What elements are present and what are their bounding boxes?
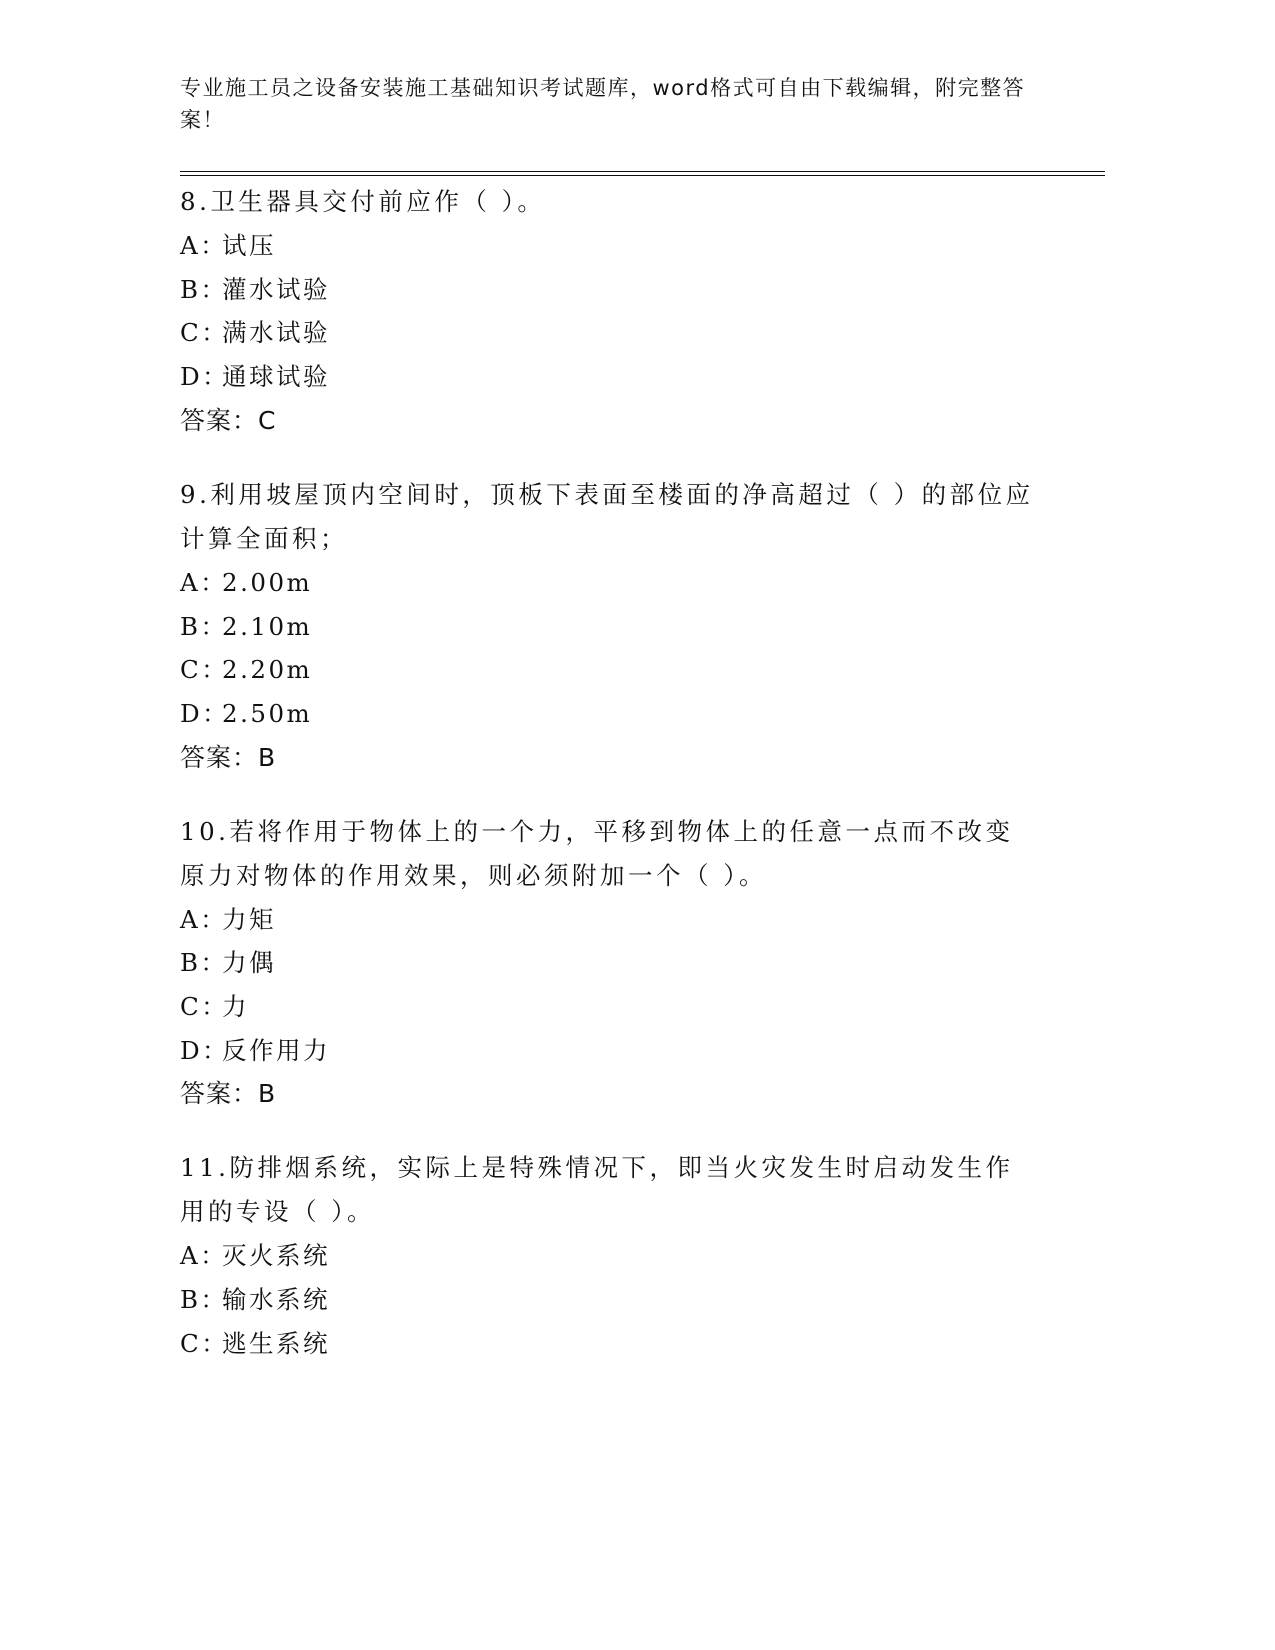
option-text: 反作用力: [222, 1035, 330, 1065]
option-text: 满水试验: [222, 318, 330, 348]
option-text: 通球试验: [222, 362, 330, 392]
option-text: 输水系统: [222, 1285, 330, 1315]
answer-line: 答案：B: [180, 742, 277, 772]
option-label: B：: [180, 1285, 228, 1315]
option-a: [180, 1234, 1040, 1278]
option-label: A：: [180, 231, 228, 260]
option-b: [180, 605, 1040, 649]
option-c: [180, 1322, 1040, 1366]
option-c: [180, 648, 1040, 692]
question-9: [180, 473, 1040, 780]
option-text: 灭火系统: [222, 1241, 330, 1271]
answer-line: 答案：C: [180, 405, 277, 435]
option-text: 2.20m: [222, 655, 313, 685]
option-a: [180, 898, 1040, 942]
option-text: 灌水试验: [222, 274, 330, 304]
header-rule-top: [180, 171, 1105, 172]
option-text: 力矩: [222, 904, 276, 934]
option-label: A：: [180, 904, 228, 934]
option-a: [180, 561, 1040, 605]
option-label: B：: [180, 948, 228, 978]
option-c: [180, 311, 1040, 355]
question-text: 11.防排烟系统，实际上是特殊情况下，即当火灾发生时启动发生作用的专设（ ）。: [180, 1153, 1014, 1227]
option-a: [180, 224, 1040, 268]
header-rule-bottom: [180, 175, 1105, 176]
option-label: C：: [180, 655, 229, 685]
option-label: A：: [180, 567, 228, 597]
option-label: B：: [180, 274, 228, 304]
option-text: 试压: [222, 231, 276, 260]
question-11: [180, 1146, 1040, 1365]
option-d: [180, 692, 1040, 736]
option-text: 力: [222, 992, 249, 1022]
question-10: [180, 810, 1040, 1117]
document-header: 专业施工员之设备安装施工基础知识考试题库，word格式可自由下载编辑，附完整答案！: [180, 76, 1026, 132]
option-c: [180, 985, 1040, 1029]
option-d: [180, 355, 1040, 399]
option-d: [180, 1029, 1040, 1073]
question-text: 9.利用坡屋顶内空间时，顶板下表面至楼面的净高超过（ ）的部位应计算全面积；: [180, 479, 1034, 553]
question-8: [180, 180, 1040, 443]
option-b: [180, 268, 1040, 312]
option-text: 2.50m: [222, 698, 313, 728]
question-text: 10.若将作用于物体上的一个力，平移到物体上的任意一点而不改变原力对物体的作用效果，则必须附加一个（ ）。: [180, 816, 1014, 890]
question-list: [180, 180, 1040, 1396]
option-text: 逃生系统: [222, 1328, 330, 1358]
option-text: 力偶: [222, 948, 276, 978]
answer-line: 答案：B: [180, 1079, 277, 1109]
option-label: A：: [180, 1241, 228, 1271]
option-label: C：: [180, 318, 229, 348]
option-text: 2.00m: [222, 567, 313, 597]
option-b: [180, 941, 1040, 985]
option-label: C：: [180, 1328, 229, 1358]
option-text: 2.10m: [222, 611, 313, 641]
option-b: [180, 1278, 1040, 1322]
option-label: D：: [180, 362, 230, 392]
option-label: C：: [180, 992, 229, 1022]
option-label: D：: [180, 1035, 230, 1065]
question-text: 8.卫生器具交付前应作（ ）。: [180, 187, 546, 216]
option-label: D：: [180, 698, 230, 728]
option-label: B：: [180, 611, 228, 641]
